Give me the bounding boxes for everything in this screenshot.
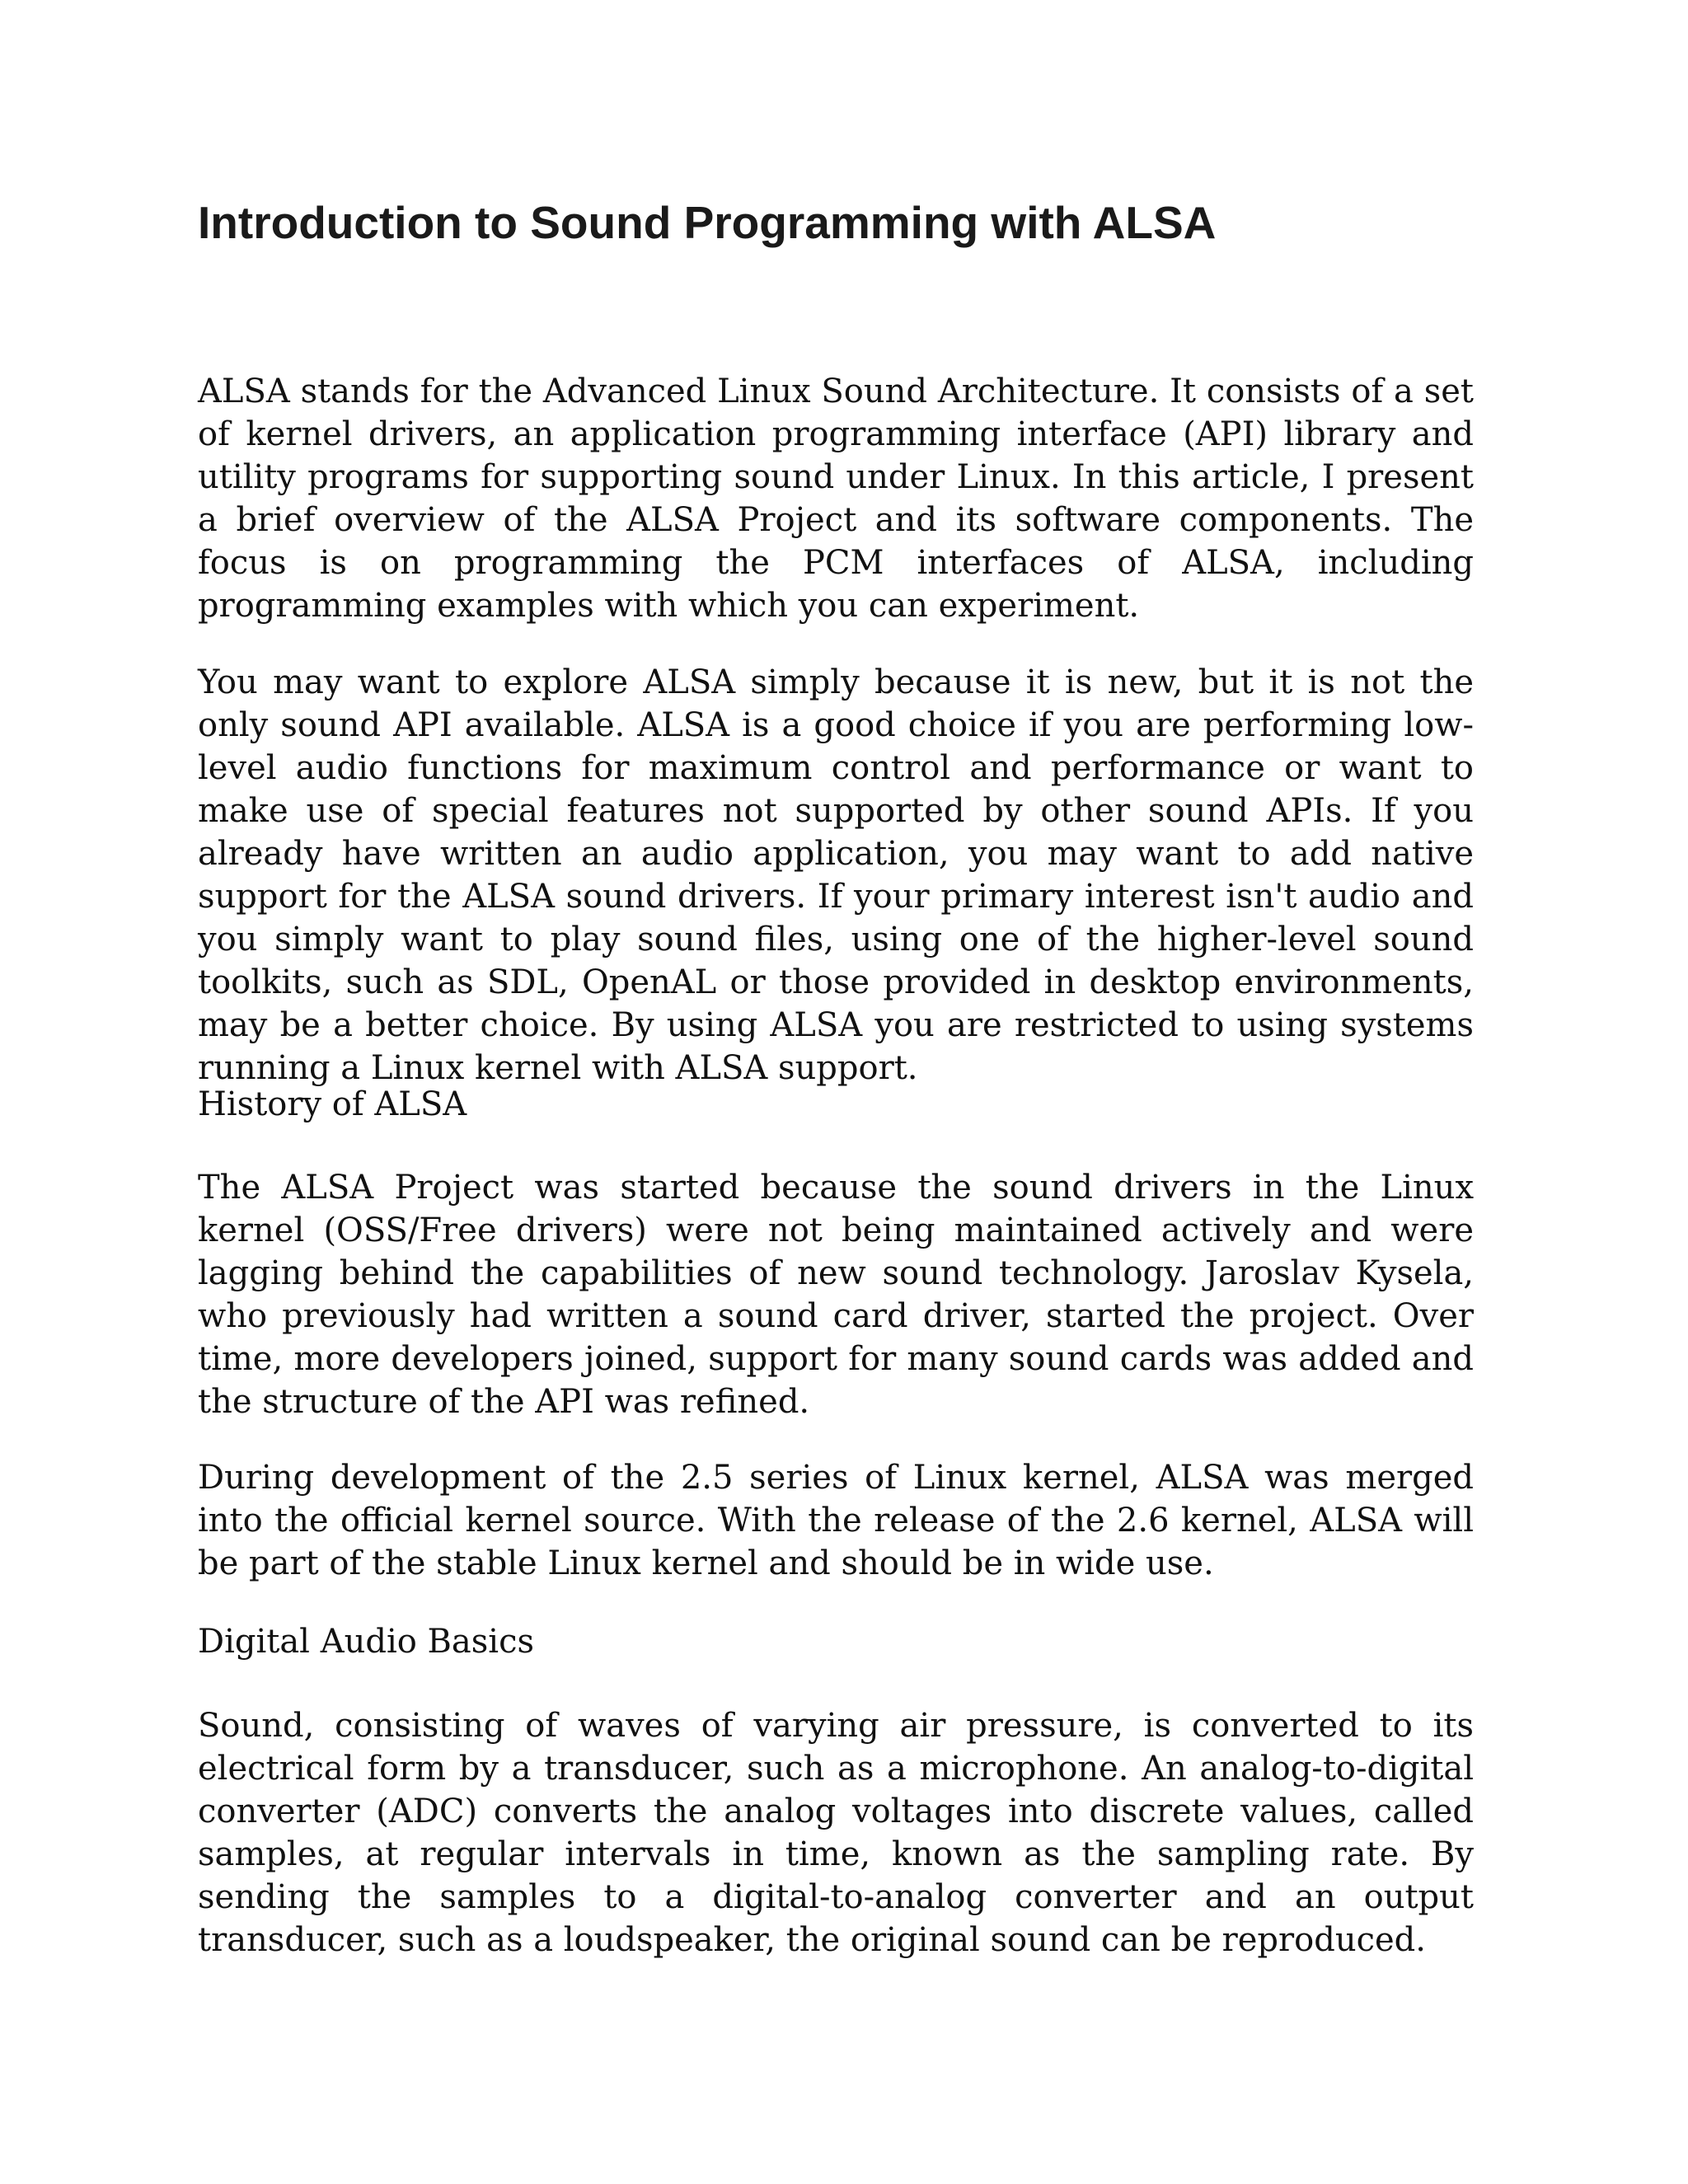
- section-heading-digital-audio: Digital Audio Basics: [198, 1623, 535, 1661]
- paragraph-kernel-merge: During development of the 2.5 series of Linux kernel, ALSA was merged into the official kernel source. With the release of the 2.6 kernel, ALSA will be part of the stable Linux kernel and should be in wide use.: [198, 1459, 1474, 1582]
- paragraph-history: The ALSA Project was started because the sound drivers in the Linux kernel (OSS/Free drivers) were not being maintained actively and were lagging behind the capabilities of new sound technology. Jaroslav Kysela, who previously had written a sound card driver, started the project. Over time, more developers joined, support for many sound cards was added and the structure of the API was refined.: [198, 1169, 1474, 1421]
- document-title: Introduction to Sound Programming with ALSA: [198, 197, 1217, 248]
- paragraph-intro: ALSA stands for the Advanced Linux Sound Architecture. It consists of a set of kernel drivers, an application programming interface (API) library and utility programs for supporting sound under Linux. In this article, I present a brief overview of the ALSA Project and its software components. The focus is on programming the PCM interfaces of ALSA, including programming examples with which you can experiment.: [198, 373, 1474, 625]
- paragraph-why-alsa: You may want to explore ALSA simply because it is new, but it is not the only sound API available. ALSA is a good choice if you are performing low-level audio functions for maximum control and performance or want to make use of special features not supported by other sound APIs. If you already have written an audio application, you may want to add native support for the ALSA sound drivers. If your primary interest isn't audio and you simply want to play sound files, using one of the higher-level sound toolkits, such as SDL, OpenAL or those provided in desktop environments, may be a better choice. By using ALSA you are restricted to using systems running a Linux kernel with ALSA support.: [198, 663, 1474, 1087]
- paragraph-digital-audio: Sound, consisting of waves of varying air pressure, is converted to its electrical form by a transducer, such as a microphone. An analog-to-digital converter (ADC) converts the analog voltages into discrete values, called samples, at regular intervals in time, known as the sampling rate. By sending the samples to a digital-to-analog converter and an output transducer, such as a loudspeaker, the original sound can be reproduced.: [198, 1707, 1474, 1959]
- section-heading-history: History of ALSA: [198, 1085, 467, 1123]
